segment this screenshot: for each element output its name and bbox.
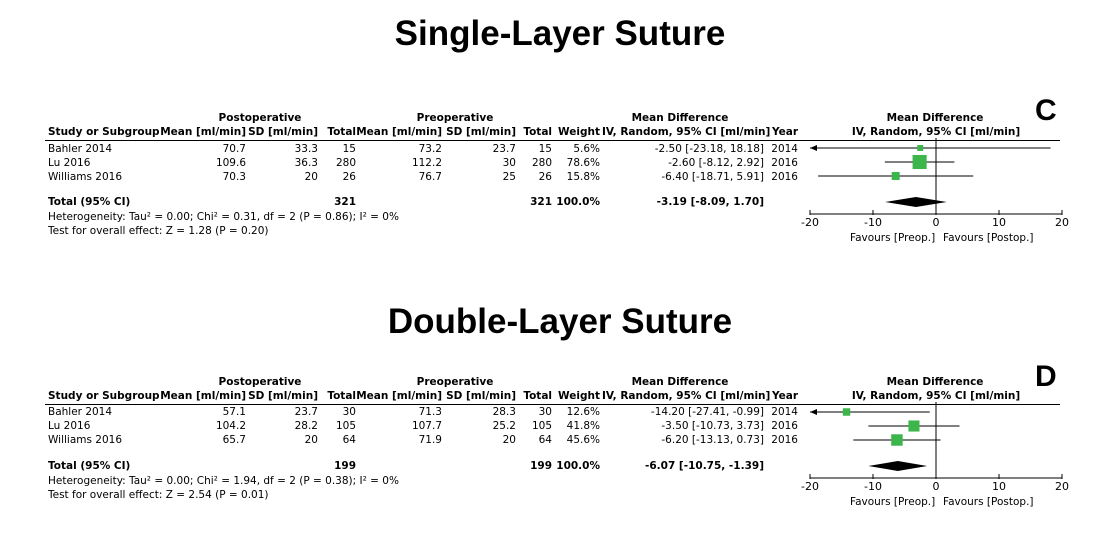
col-post-mean: Mean [ml/min] bbox=[160, 126, 246, 138]
md-ci: -6.20 [-13.13, 0.73] bbox=[661, 434, 764, 446]
pooled-diamond bbox=[868, 461, 927, 471]
col-pre-total: Total bbox=[523, 390, 552, 402]
post-mean: 70.3 bbox=[222, 171, 246, 183]
post-mean: 109.6 bbox=[215, 157, 246, 169]
total-weight: 100.0% bbox=[556, 460, 600, 472]
col-pre-sd: SD [ml/min] bbox=[446, 390, 516, 402]
study-name: Lu 2016 bbox=[48, 420, 91, 432]
col-post-total: Total bbox=[327, 126, 356, 138]
point-estimate-square bbox=[917, 145, 923, 151]
study-name: Williams 2016 bbox=[48, 434, 123, 446]
forest-plot bbox=[800, 402, 1080, 512]
col-year: Year bbox=[771, 390, 798, 402]
post-sd: 28.2 bbox=[294, 420, 318, 432]
year: 2016 bbox=[771, 420, 798, 432]
plot-mean-difference-header: Mean Difference bbox=[886, 376, 984, 388]
favours-left-label: Favours [Preop.] bbox=[850, 496, 936, 508]
post-total: 321 bbox=[334, 196, 356, 208]
pre-total: 30 bbox=[538, 406, 552, 418]
post-mean: 104.2 bbox=[215, 420, 246, 432]
pre-sd: 25.2 bbox=[492, 420, 516, 432]
post-sd: 23.7 bbox=[294, 406, 318, 418]
favours-right-label: Favours [Postop.] bbox=[943, 496, 1034, 508]
post-total: 15 bbox=[342, 143, 356, 155]
pre-total: 64 bbox=[538, 434, 552, 446]
year: 2016 bbox=[771, 434, 798, 446]
post-total: 280 bbox=[335, 157, 356, 169]
study-name: Williams 2016 bbox=[48, 171, 123, 183]
plot-mean-difference-header: Mean Difference bbox=[886, 112, 984, 124]
post-total: 26 bbox=[342, 171, 356, 183]
md-ci: -2.60 [-8.12, 2.92] bbox=[668, 157, 764, 169]
study-name: Lu 2016 bbox=[48, 157, 91, 169]
mean-difference-header: Mean Difference bbox=[631, 112, 729, 124]
total-label: Total (95% CI) bbox=[48, 196, 131, 208]
pre-total: 199 bbox=[530, 460, 552, 472]
col-pre-total: Total bbox=[523, 126, 552, 138]
panel-label: D bbox=[1035, 360, 1057, 393]
col-post-sd: SD [ml/min] bbox=[248, 390, 318, 402]
forest-plot bbox=[800, 138, 1080, 248]
pre-sd: 25 bbox=[502, 171, 516, 183]
pre-mean: 76.7 bbox=[418, 171, 442, 183]
col-weight: Weight bbox=[558, 390, 600, 402]
year: 2016 bbox=[771, 171, 798, 183]
post-mean: 57.1 bbox=[222, 406, 246, 418]
post-total: 199 bbox=[334, 460, 356, 472]
postoperative-header: Postoperative bbox=[218, 376, 302, 388]
point-estimate-square bbox=[843, 408, 850, 415]
weight: 15.8% bbox=[566, 171, 600, 183]
point-estimate-square bbox=[892, 172, 900, 180]
post-sd: 20 bbox=[304, 171, 318, 183]
pre-total: 280 bbox=[531, 157, 552, 169]
col-post-mean: Mean [ml/min] bbox=[160, 390, 246, 402]
favours-left-label: Favours [Preop.] bbox=[850, 232, 936, 244]
point-estimate-square bbox=[908, 420, 919, 431]
col-weight: Weight bbox=[558, 126, 600, 138]
pre-sd: 20 bbox=[502, 434, 516, 446]
overall-effect-text: Test for overall effect: Z = 1.28 (P = 0.20) bbox=[48, 225, 269, 237]
col-year: Year bbox=[771, 126, 798, 138]
pre-mean: 71.9 bbox=[418, 434, 442, 446]
pre-total: 26 bbox=[538, 171, 552, 183]
col-plot-ci: IV, Random, 95% CI [ml/min] bbox=[851, 390, 1021, 402]
col-post-total: Total bbox=[327, 390, 356, 402]
col-pre-mean: Mean [ml/min] bbox=[356, 126, 442, 138]
x-tick-label: -10 bbox=[864, 216, 882, 229]
study-name: Bahler 2014 bbox=[48, 143, 113, 155]
study-name: Bahler 2014 bbox=[48, 406, 113, 418]
weight: 5.6% bbox=[573, 143, 600, 155]
x-tick-label: -20 bbox=[801, 216, 819, 229]
mean-difference-header: Mean Difference bbox=[631, 376, 729, 388]
panel-title: Double-Layer Suture bbox=[387, 302, 733, 341]
year: 2014 bbox=[771, 406, 798, 418]
post-mean: 65.7 bbox=[222, 434, 246, 446]
col-md-ci: IV, Random, 95% CI [ml/min] bbox=[602, 126, 771, 138]
panel-label: C bbox=[1035, 94, 1057, 127]
x-tick-label: 20 bbox=[1055, 216, 1069, 229]
x-tick-label: -20 bbox=[801, 480, 819, 493]
pre-total: 15 bbox=[538, 143, 552, 155]
point-estimate-square bbox=[913, 155, 927, 169]
x-tick-label: 10 bbox=[992, 216, 1006, 229]
weight: 12.6% bbox=[566, 406, 600, 418]
ci-arrow-left bbox=[810, 145, 817, 151]
post-total: 64 bbox=[342, 434, 356, 446]
total-weight: 100.0% bbox=[556, 196, 600, 208]
post-sd: 36.3 bbox=[294, 157, 318, 169]
pooled-diamond bbox=[885, 197, 947, 207]
year: 2014 bbox=[771, 143, 798, 155]
x-tick-label: 0 bbox=[932, 216, 940, 229]
col-study: Study or Subgroup bbox=[48, 126, 160, 138]
pre-sd: 23.7 bbox=[492, 143, 516, 155]
pre-total: 321 bbox=[530, 196, 552, 208]
preoperative-header: Preoperative bbox=[416, 376, 494, 388]
post-mean: 70.7 bbox=[222, 143, 246, 155]
preoperative-header: Preoperative bbox=[416, 112, 494, 124]
post-total: 30 bbox=[342, 406, 356, 418]
col-study: Study or Subgroup bbox=[48, 390, 160, 402]
total-label: Total (95% CI) bbox=[48, 460, 131, 472]
pre-mean: 112.2 bbox=[411, 157, 442, 169]
x-tick-label: 0 bbox=[932, 480, 940, 493]
post-sd: 33.3 bbox=[294, 143, 318, 155]
pre-mean: 71.3 bbox=[418, 406, 442, 418]
weight: 45.6% bbox=[566, 434, 600, 446]
x-tick-label: 20 bbox=[1055, 480, 1069, 493]
post-total: 105 bbox=[335, 420, 356, 432]
pre-sd: 28.3 bbox=[492, 406, 516, 418]
md-ci: -14.20 [-27.41, -0.99] bbox=[650, 406, 764, 418]
heterogeneity-text: Heterogeneity: Tau² = 0.00; Chi² = 1.94, df = 2 (P = 0.38); I² = 0% bbox=[48, 475, 399, 487]
pre-sd: 30 bbox=[502, 157, 516, 169]
pre-mean: 73.2 bbox=[418, 143, 442, 155]
x-tick-label: -10 bbox=[864, 480, 882, 493]
md-ci: -2.50 [-23.18, 18.18] bbox=[654, 143, 764, 155]
col-md-ci: IV, Random, 95% CI [ml/min] bbox=[602, 390, 771, 402]
favours-right-label: Favours [Postop.] bbox=[943, 232, 1034, 244]
col-post-sd: SD [ml/min] bbox=[248, 126, 318, 138]
year: 2016 bbox=[771, 157, 798, 169]
pre-total: 105 bbox=[531, 420, 552, 432]
col-plot-ci: IV, Random, 95% CI [ml/min] bbox=[851, 126, 1021, 138]
md-ci: -6.40 [-18.71, 5.91] bbox=[661, 171, 764, 183]
heterogeneity-text: Heterogeneity: Tau² = 0.00; Chi² = 0.31, df = 2 (P = 0.86); I² = 0% bbox=[48, 211, 399, 223]
col-pre-sd: SD [ml/min] bbox=[446, 126, 516, 138]
total-md-ci: -6.07 [-10.75, -1.39] bbox=[645, 460, 764, 472]
weight: 78.6% bbox=[566, 157, 600, 169]
md-ci: -3.50 [-10.73, 3.73] bbox=[661, 420, 764, 432]
weight: 41.8% bbox=[566, 420, 600, 432]
point-estimate-square bbox=[891, 434, 902, 445]
col-pre-mean: Mean [ml/min] bbox=[356, 390, 442, 402]
pre-mean: 107.7 bbox=[411, 420, 442, 432]
total-md-ci: -3.19 [-8.09, 1.70] bbox=[656, 196, 764, 208]
x-tick-label: 10 bbox=[992, 480, 1006, 493]
overall-effect-text: Test for overall effect: Z = 2.54 (P = 0.01) bbox=[48, 489, 269, 501]
panel-title: Single-Layer Suture bbox=[394, 14, 726, 53]
post-sd: 20 bbox=[304, 434, 318, 446]
ci-arrow-left bbox=[810, 409, 817, 415]
postoperative-header: Postoperative bbox=[218, 112, 302, 124]
